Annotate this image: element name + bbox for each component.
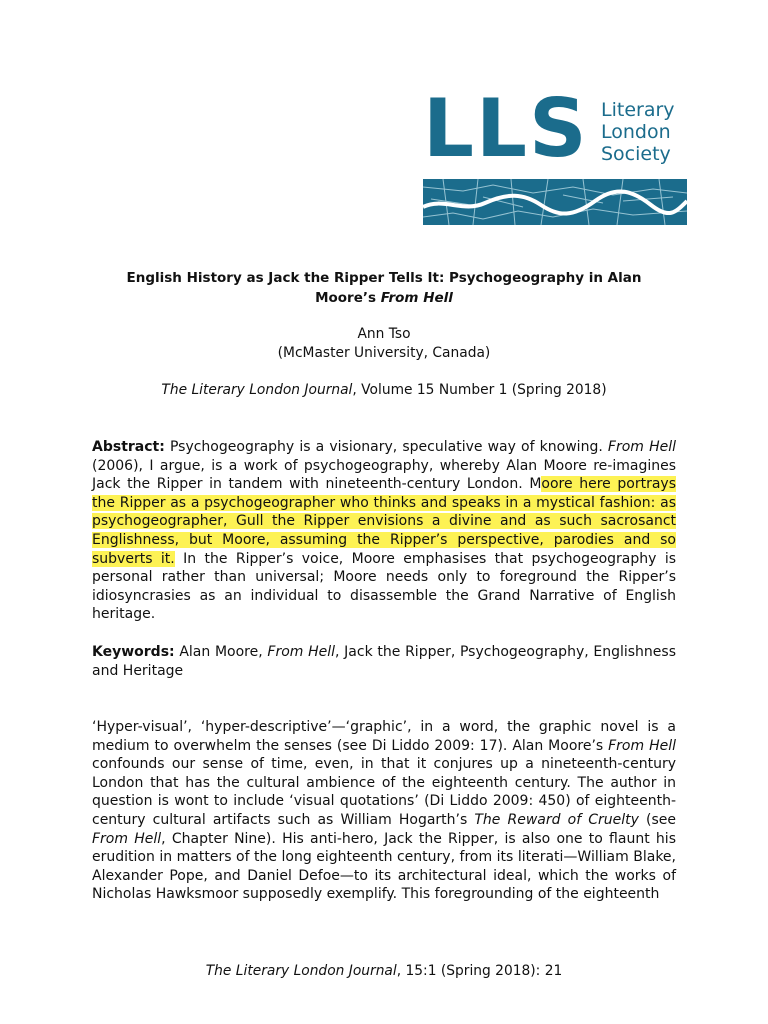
author-block (92, 325, 676, 363)
journal-name: The Literary London Journal (161, 382, 353, 398)
lls-logo (417, 82, 693, 231)
author-name: Ann Tso (357, 326, 411, 342)
abstract-italic-title: From Hell (607, 439, 676, 455)
body-text-3: (see (638, 811, 676, 828)
body-italic-2: The Reward of Cruelty (474, 811, 639, 828)
keywords-text-1: Alan Moore, (174, 644, 268, 660)
title-line-1: English History as Jack the Ripper Tells It: Psychogeography in Alan (126, 270, 642, 286)
abstract-text-3: In the Ripper’s voice, Moore emphasises that psychogeography is personal rather than universal; Moore needs only to foreground the Ripper’s idiosyncrasies as an individual to disassemble the Grand Narrative of English heritage. (92, 550, 676, 623)
keywords-paragraph (92, 643, 676, 680)
footer-details: , 15:1 (Spring 2018): 21 (396, 963, 563, 979)
title-line-2-italic: From Hell (380, 290, 453, 306)
page-footer (92, 962, 676, 981)
logo-word-society: Society (601, 143, 671, 165)
abstract-text-2: (2006), I argue, is a work of psychogeography, whereby Alan Moore re-imagines Jack the Ripper in tandem with nineteenth-century London. M (92, 457, 676, 493)
body-text-4: , Chapter Nine). His anti-hero, Jack the Ripper, is also one to flaunt his erudition in matters of the long eighteenth century, from its literati—William Blake, Alexander Pope, and Daniel Defoe—to its architectural ideal, which the works of Nicholas Hawksmoor supposedly exemplify. This foregrounding of the eighteenth (92, 830, 676, 903)
keywords-text-2: , Jack the Ripper, Psychogeography, Englishness and Heritage (92, 644, 676, 679)
london-map-icon (423, 179, 687, 225)
logo-letters: LLS (423, 82, 589, 175)
body-italic-3: From Hell (92, 830, 162, 847)
logo-word-london: London (601, 121, 671, 143)
abstract-label: Abstract: (92, 439, 165, 455)
title-line-2 (92, 288, 676, 308)
author-affiliation: (McMaster University, Canada) (277, 345, 491, 361)
keywords-label: Keywords: (92, 644, 175, 660)
keywords-italic-title: From Hell (267, 644, 336, 660)
logo-word-literary: Literary (601, 99, 675, 121)
article-title (92, 268, 676, 308)
journal-line (92, 381, 676, 400)
abstract-paragraph (92, 438, 676, 624)
abstract-text-1: Psychogeography is a visionary, speculative way of knowing. (164, 439, 608, 455)
body-text-2: confounds our sense of time, even, in that it conjures up a nineteenth-century London that has the cultural ambience of the eighteenth century. The author in question is wont to include ‘visual quotations’ (Di Liddo 2009: 450) of eighteenth-century cultural artifacts such as William Hogarth’s (92, 756, 676, 828)
journal-details: , Volume 15 Number 1 (Spring 2018) (352, 382, 607, 398)
abstract-highlight: oore here portrays the Ripper as a psychogeographer who thinks and speaks in a mystical fashion: as psychogeographer, Gull the Ripper envisions a divine and as such sacrosanct Englishness, but Moore, assuming the Ripper’s perspective, parodies and so subverts it. (92, 476, 676, 567)
logo-words (601, 99, 675, 165)
footer-journal-name: The Literary London Journal (205, 963, 397, 979)
body-italic-1: From Hell (608, 737, 676, 754)
body-paragraph (92, 718, 676, 904)
title-line-2-prefix: Moore’s (315, 290, 381, 306)
body-text-1: ‘Hyper-visual’, ‘hyper-descriptive’—‘graphic’, in a word, the graphic novel is a medium to overwhelm the senses (see Di Liddo 2009: 17). Alan Moore’s (92, 719, 676, 754)
